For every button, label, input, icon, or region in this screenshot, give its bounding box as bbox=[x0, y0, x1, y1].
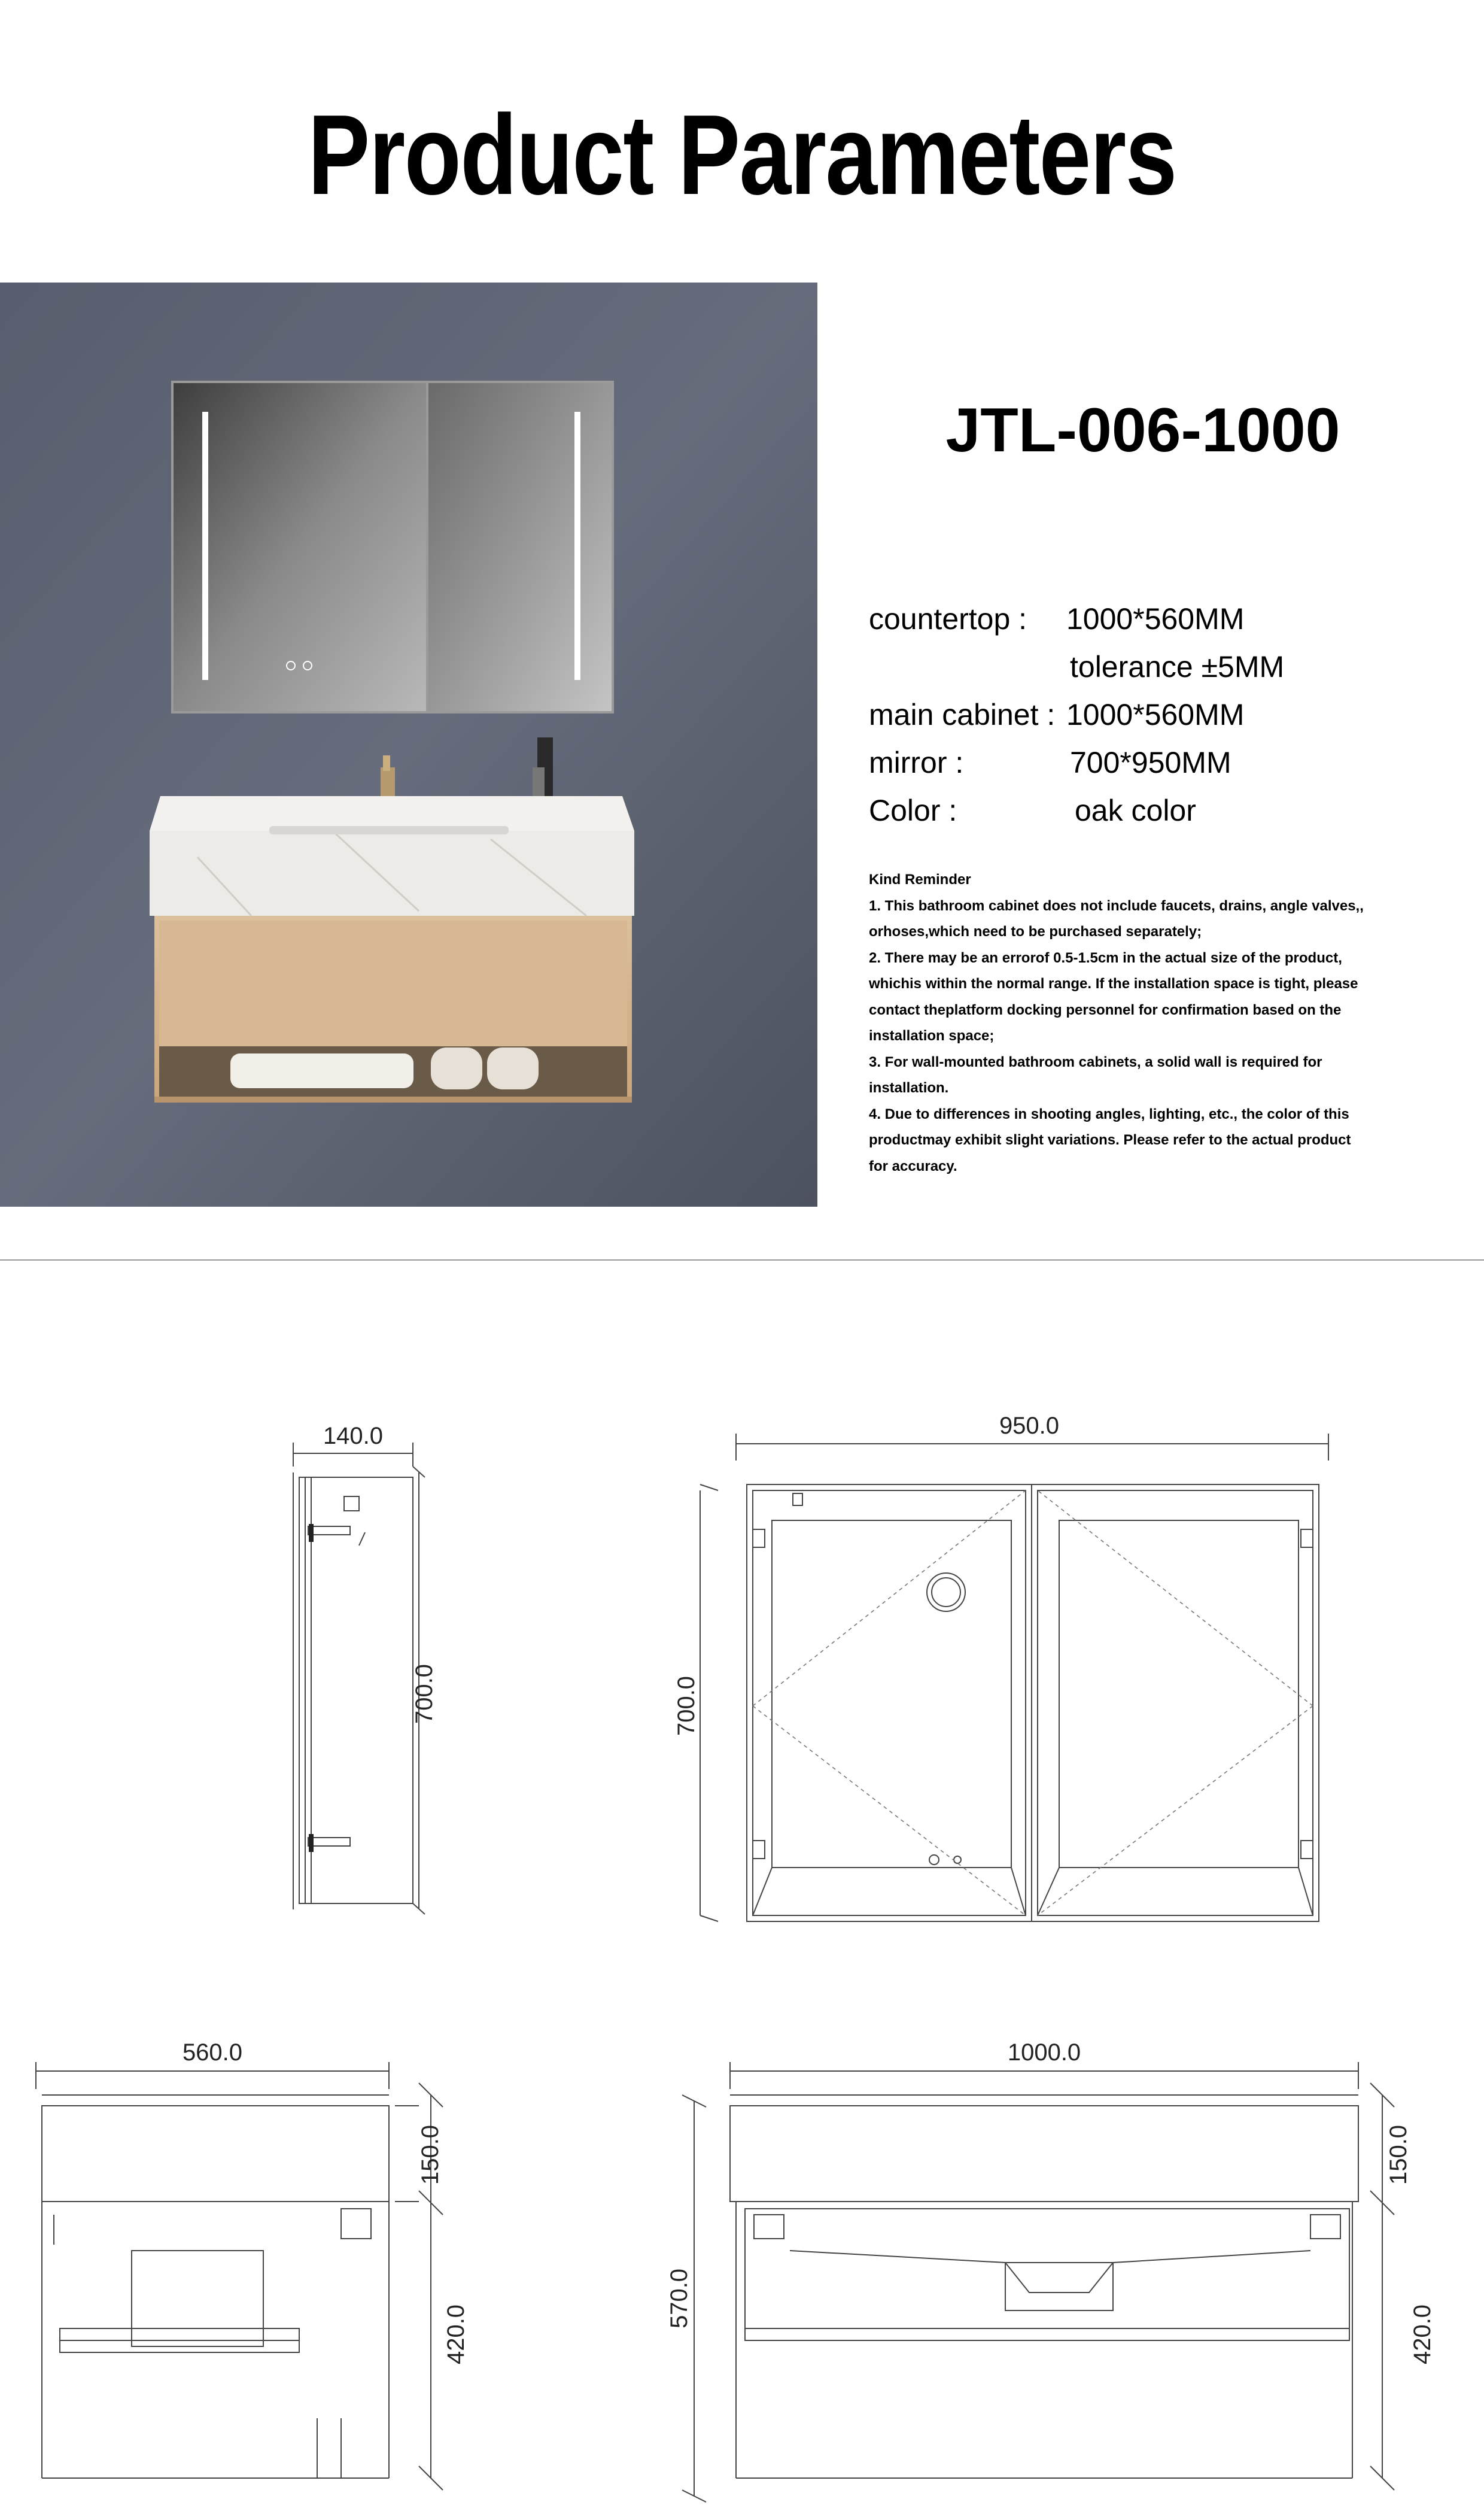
spec-label: countertop : bbox=[869, 602, 1027, 636]
reminder-line: contact theplatform docking personnel for confirmation based on the bbox=[869, 1001, 1342, 1018]
spec-value: 1000*560MM bbox=[1066, 698, 1245, 731]
dim-body: 420.0 bbox=[1409, 2304, 1436, 2365]
spec-value: oak color bbox=[1075, 794, 1196, 827]
reminder-line: productmay exhibit slight variations. Please refer to the actual product bbox=[869, 1132, 1351, 1148]
product-photo bbox=[0, 283, 817, 1207]
spec-main-cabinet bbox=[869, 697, 1245, 733]
dim-width: 950.0 bbox=[999, 1413, 1060, 1439]
spec-value: 700*950MM bbox=[1070, 746, 1231, 779]
dim-width: 1000.0 bbox=[1007, 2039, 1081, 2066]
mirror-side-drawing bbox=[275, 1407, 455, 1933]
dim-height: 700.0 bbox=[673, 1675, 700, 1736]
model-code: JTL-006-1000 bbox=[945, 396, 1340, 465]
reminder-line: 3. For wall-mounted bathroom cabinets, a solid wall is required for bbox=[869, 1053, 1322, 1070]
dim-top: 150.0 bbox=[1385, 2124, 1412, 2185]
dim-height: 700.0 bbox=[411, 1663, 437, 1724]
spec-countertop bbox=[869, 601, 1245, 637]
spec-label: main cabinet : bbox=[869, 698, 1056, 731]
marble-countertop bbox=[150, 796, 634, 916]
dim-top: 150.0 bbox=[417, 2124, 443, 2185]
reminder-line: whichis within the normal range. If the installation space is tight, please bbox=[869, 976, 1358, 992]
spec-color bbox=[869, 793, 1196, 828]
reminder-line: orhoses,which need to be purchased separately; bbox=[869, 924, 1202, 940]
cabinet-front-drawing bbox=[666, 2035, 1436, 2502]
reminder-line: for accuracy. bbox=[869, 1158, 957, 1174]
spec-value: tolerance ±5MM bbox=[1070, 650, 1285, 684]
spec-label: mirror : bbox=[869, 746, 964, 779]
dim-width: 560.0 bbox=[182, 2039, 243, 2066]
dim-body: 420.0 bbox=[443, 2304, 469, 2365]
reminder-line: installation space; bbox=[869, 1028, 995, 1044]
wood-cabinet bbox=[154, 916, 632, 1103]
reminder-line: 2. There may be an errorof 0.5-1.5cm in the actual size of the product, bbox=[869, 949, 1342, 966]
reminder-line: 1. This bathroom cabinet does not include faucets, drains, angle valves,, bbox=[869, 897, 1364, 914]
reminder-line: 4. Due to differences in shooting angles, lighting, etc., the color of this bbox=[869, 1106, 1349, 1122]
mirror-cabinet bbox=[171, 381, 614, 713]
spec-value: 1000*560MM bbox=[1066, 602, 1245, 636]
kind-reminder bbox=[869, 867, 1407, 1179]
reminder-line: installation. bbox=[869, 1080, 949, 1096]
spec-mirror bbox=[869, 745, 1231, 781]
cabinet-side-drawing bbox=[24, 2035, 479, 2502]
mirror-front-drawing bbox=[670, 1401, 1388, 1939]
reminder-title: Kind Reminder bbox=[869, 872, 971, 888]
page-title: Product Parameters bbox=[308, 92, 1176, 218]
dim-width: 140.0 bbox=[323, 1423, 384, 1449]
section-divider bbox=[0, 1259, 1484, 1261]
dim-total: 570.0 bbox=[666, 2268, 692, 2329]
spec-label: Color : bbox=[869, 794, 957, 827]
